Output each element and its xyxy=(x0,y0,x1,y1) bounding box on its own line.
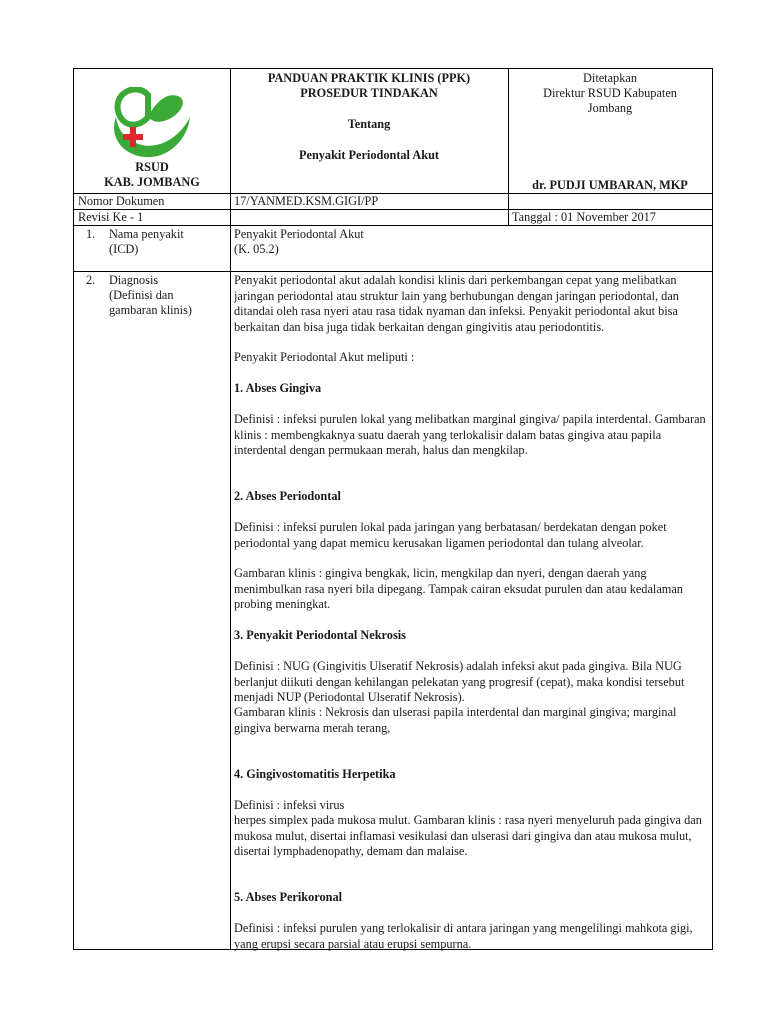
tentang-label: Tentang xyxy=(347,117,391,131)
ppk-document xyxy=(73,68,713,950)
row-label: Diagnosis xyxy=(109,273,159,287)
section-heading: 5. Abses Perikoronal xyxy=(234,890,343,904)
section-definition: herpes simplex pada mukosa mulut. Gambaran klinis : rasa nyeri menyeluruh pada gingiva dan mukosa mulut, disertai inflamasi vesikulasi dan ulserasi dari gingiva dan atau mukosa mulut, disertai lymphadenopathy, demam dan malaise. xyxy=(234,813,702,858)
section-definition: Definisi : infeksi virus xyxy=(234,798,345,812)
intro-list-label: Penyakit Periodontal Akut meliputi : xyxy=(234,350,415,364)
logo-caption: KAB. JOMBANG xyxy=(104,175,200,189)
section-clinical: Gambaran klinis : Nekrosis dan ulserasi papila interdental dan marginal gingiva; marginal gingiva berwarna merah terang, xyxy=(234,705,677,735)
section-heading: 2. Abses Periodontal xyxy=(234,489,341,503)
section-definition: Definisi : infeksi purulen lokal yang melibatkan marginal gingiva/ papila interdental. Gambaran klinis : membengkaknya suatu daerah yang terlokalisir dalam batas gingiva atau papila interdental dengan permukaan merah, halus dan mengkilap. xyxy=(234,412,706,457)
section-definition: Definisi : infeksi purulen yang terlokalisir di antara jaringan yang mengelilingi mahkota gigi, yang erupsi secara parsial atau erupsi sempurna. xyxy=(234,921,693,951)
rsud-logo-icon xyxy=(108,87,192,163)
disease-name: Penyakit Periodontal Akut xyxy=(234,227,364,241)
document-title: PANDUAN PRAKTIK KLINIS (PPK) xyxy=(267,71,471,85)
section-clinical: Gambaran klinis : gingiva bengkak, licin, mengkilap dan nyeri, dengan daerah yang menimbulkan rasa nyeri bila dipegang. Tampak cairan eksudat purulen dan atau kedalaman probing meningkat. xyxy=(234,566,683,611)
intro-paragraph: Penyakit periodontal akut adalah kondisi klinis dari perkembangan cepat yang melibatkan jaringan periodontal atau struktur lain yang berhubungan dengan jaringan periodontal, dan ditandai oleh rasa nyeri atau rasa tidak nyaman dan infeksi. Penyakit periodontal akut bisa berkaitan dan bisa juga tidak berkaitan dengan gingivitis atau periodontitis. xyxy=(234,273,679,334)
tanggal-value: Tanggal : 01 November 2017 xyxy=(512,210,656,224)
ditetapkan-text: Ditetapkan xyxy=(583,71,637,85)
row-number: 2. xyxy=(86,273,96,287)
section-heading: 1. Abses Gingiva xyxy=(234,381,322,395)
row-label: Nama penyakit xyxy=(109,227,184,241)
nomor-label: Nomor Dokumen xyxy=(78,194,165,208)
section-definition: Definisi : NUG (Gingivitis Ulseratif Nekrosis) adalah infeksi akut pada gingiva. Bila NUG berlanjut diikuti dengan kehilangan pelekatan yang progresif (cepat), maka kondisi tersebut menjadi NUP (Periodontal Ulseratif Nekrosis). xyxy=(234,659,685,704)
row-label: (Definisi dan xyxy=(109,288,174,302)
section-definition: Definisi : infeksi purulen lokal pada jaringan yang berbatasan/ berdekatan dengan poket periodontal yang dapat memicu kerusakan ligamen periodontal dan tulang alveolar. xyxy=(234,520,667,550)
document-title: PROSEDUR TINDAKAN xyxy=(300,86,438,100)
revisi-label: Revisi Ke - 1 xyxy=(78,210,144,224)
nomor-value: 17/YANMED.KSM.GIGI/PP xyxy=(234,194,379,208)
ditetapkan-text: Direktur RSUD Kabupaten xyxy=(543,86,677,100)
logo-caption: RSUD xyxy=(135,160,169,174)
subject-title: Penyakit Periodontal Akut xyxy=(298,148,440,162)
section-heading: 3. Penyakit Periodontal Nekrosis xyxy=(234,628,406,642)
row-label: (ICD) xyxy=(109,242,139,256)
section-heading: 4. Gingivostomatitis Herpetika xyxy=(234,767,396,781)
divider xyxy=(74,271,712,272)
ditetapkan-text: Jombang xyxy=(587,101,633,115)
divider xyxy=(230,69,231,949)
signatory-name: dr. PUDJI UMBARAN, MKP xyxy=(532,178,688,192)
row-number: 1. xyxy=(86,227,96,241)
row-label: gambaran klinis) xyxy=(109,303,192,317)
icd-code: (K. 05.2) xyxy=(234,242,279,256)
